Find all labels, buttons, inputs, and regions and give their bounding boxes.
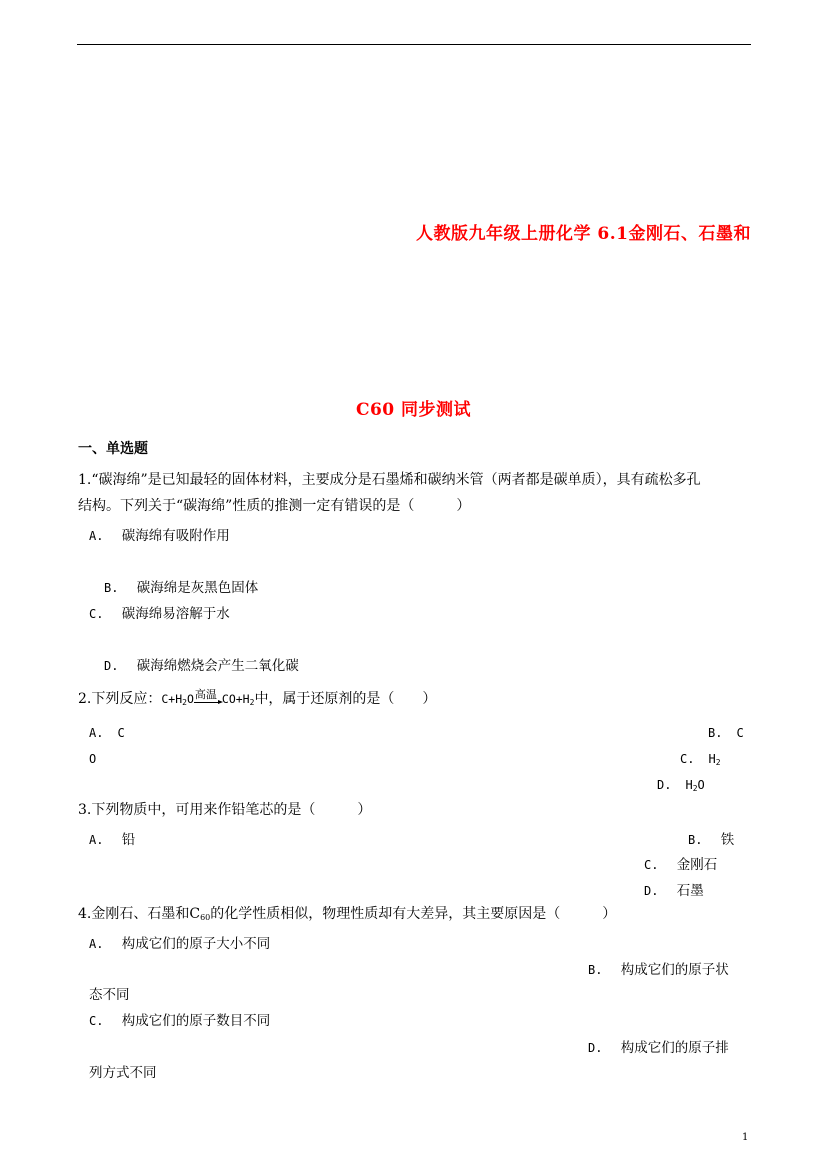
- q1-option-c[interactable]: [89, 602, 230, 622]
- q4-option-b-continued: 态不同: [89, 987, 130, 1003]
- q2-option-a[interactable]: A. C: [89, 726, 125, 740]
- reaction-condition: 高温: [194, 688, 217, 701]
- option-text: 构成它们的原子大小不同: [121, 936, 271, 952]
- q4-option-c[interactable]: [89, 1009, 270, 1029]
- document-title-line2: C60 同步测试: [355, 400, 472, 420]
- q2-prefix: 2.下列反应：: [78, 691, 162, 707]
- option-text: 碳海绵有吸附作用: [121, 528, 230, 544]
- q1-option-d[interactable]: [104, 654, 299, 674]
- q3-option-c[interactable]: [644, 853, 717, 873]
- q1-stem-line2: 结构。下列关于“碳海绵”性质的推测一定有错误的是（ ）: [78, 498, 471, 514]
- option-label: A.: [89, 529, 104, 543]
- q4-option-a[interactable]: [89, 932, 270, 952]
- option-text: 铁: [720, 832, 735, 848]
- option-label: C.: [644, 858, 659, 872]
- option-label: A.: [89, 937, 104, 951]
- option-label: D.: [644, 884, 659, 898]
- option-label: A.: [89, 833, 104, 847]
- document-title-line1: 人教版九年级上册化学 6.1金刚石、石墨和: [416, 224, 751, 244]
- reaction-arrow: [194, 690, 222, 704]
- option-text: 构成它们的原子状: [620, 962, 729, 978]
- q4-stem: 4.金刚石、石墨和$C_{60}$的化学性质相似，物理性质却有大差异，其主要原因是（ ）: [78, 906, 617, 922]
- option-label: D.: [588, 1041, 603, 1055]
- option-text: 碳海绵易溶解于水: [121, 606, 230, 622]
- option-text: 碳海绵燃烧会产生二氧化碳: [136, 658, 299, 674]
- page-number: 1: [742, 1132, 749, 1143]
- equation-reactants: $C+H_2O$: [161, 692, 194, 707]
- equation-products: $CO+H_2$: [221, 692, 255, 707]
- option-text: 碳海绵是灰黑色固体: [136, 580, 259, 596]
- option-label: B.: [104, 581, 119, 595]
- q3-option-d[interactable]: [644, 879, 704, 899]
- option-text: 石墨: [676, 883, 704, 899]
- q3-stem: 3.下列物质中，可用来作铅笔芯的是（ ）: [78, 802, 372, 818]
- q3-option-b[interactable]: [688, 828, 734, 848]
- option-text: 构成它们的原子排: [620, 1040, 729, 1056]
- option-label: B.: [688, 833, 703, 847]
- q2-option-b-continued: O: [89, 752, 97, 766]
- q1-option-a[interactable]: [89, 524, 230, 544]
- q3-option-a[interactable]: [89, 828, 135, 848]
- q1-stem-line1: 1.“碳海绵”是已知最轻的固体材料，主要成分是石墨烯和碳纳米管（两者都是碳单质），具有疏松多孔: [78, 472, 701, 488]
- header-rule: [77, 44, 751, 45]
- option-label: C.: [89, 607, 104, 621]
- q2-option-c[interactable]: C. $H_2$: [680, 752, 721, 767]
- q2-stem: [78, 689, 436, 709]
- option-text: 金刚石: [676, 857, 718, 873]
- q2-suffix: 中，属于还原剂的是（ ）: [254, 691, 437, 707]
- q4-option-b[interactable]: [588, 958, 729, 978]
- q1-option-b[interactable]: [104, 576, 258, 596]
- option-text: 铅: [121, 832, 136, 848]
- q4-option-d-continued: 列方式不同: [89, 1065, 157, 1081]
- option-label: C.: [89, 1014, 104, 1028]
- q2-option-d[interactable]: D. $H_2O$: [657, 778, 705, 793]
- q4-option-d[interactable]: [588, 1036, 729, 1056]
- option-label: D.: [104, 659, 119, 673]
- option-label: B.: [588, 963, 603, 977]
- option-text: 构成它们的原子数目不同: [121, 1013, 271, 1029]
- q2-option-b[interactable]: B. C: [708, 726, 744, 740]
- section-heading: 一、单选题: [78, 441, 148, 457]
